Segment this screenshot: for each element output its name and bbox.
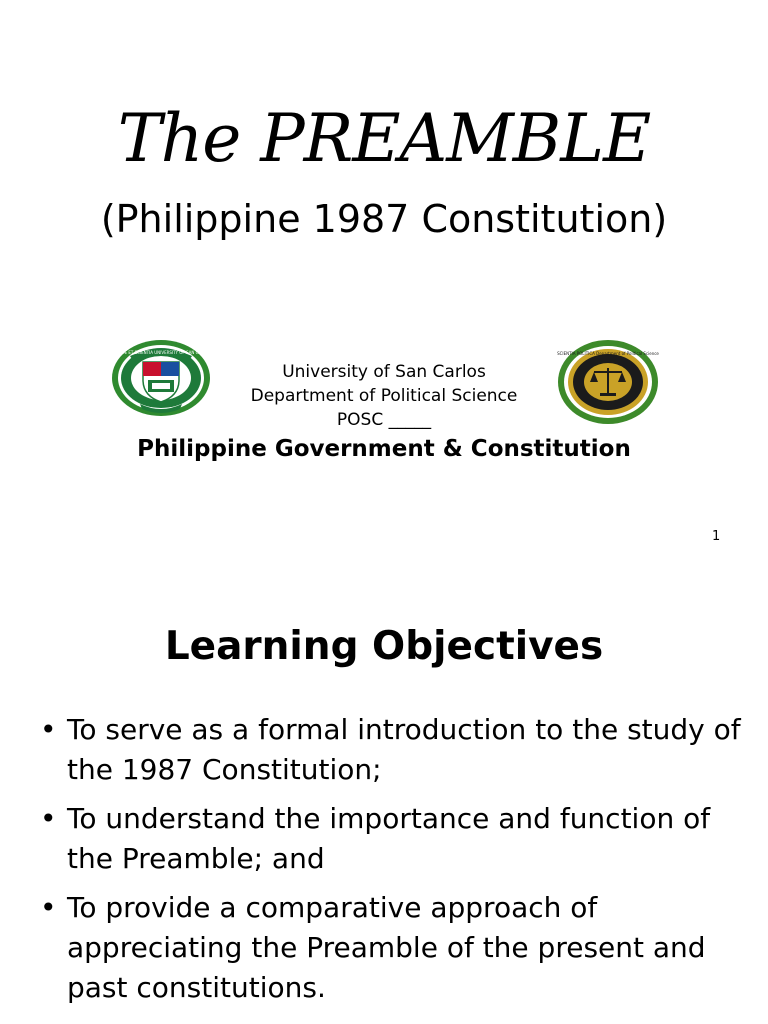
university-name: University of San Carlos <box>282 362 486 382</box>
usc-seal-text: VIRTUTE ET SCIENTIA UNIVERSITY OF SAN CARLOS <box>110 350 212 355</box>
course-code: POSC _____ <box>336 410 432 430</box>
list-item: • To understand the importance and function of the Preamble; and <box>40 799 760 879</box>
objectives-slide <box>0 560 768 1024</box>
list-item: • To provide a comparative approach of appreciating the Preamble of the present and past constitutions. <box>40 888 760 1008</box>
course-name: Philippine Government & Constitution <box>137 436 631 462</box>
objectives-title: Learning Objectives <box>164 624 604 669</box>
slide-subtitle: (Philippine 1987 Constitution) <box>100 197 668 241</box>
list-item: • To serve as a formal introduction to the study of the 1987 Constitution; <box>40 710 760 790</box>
page-number: 1 <box>712 529 721 544</box>
slide-title: The PREAMBLE <box>117 100 651 177</box>
department-name: Department of Political Science <box>250 386 518 406</box>
objectives-list <box>40 710 760 1017</box>
political-science-seal-text: SCIENTIA POLITICA Department of Political Science <box>557 351 659 356</box>
